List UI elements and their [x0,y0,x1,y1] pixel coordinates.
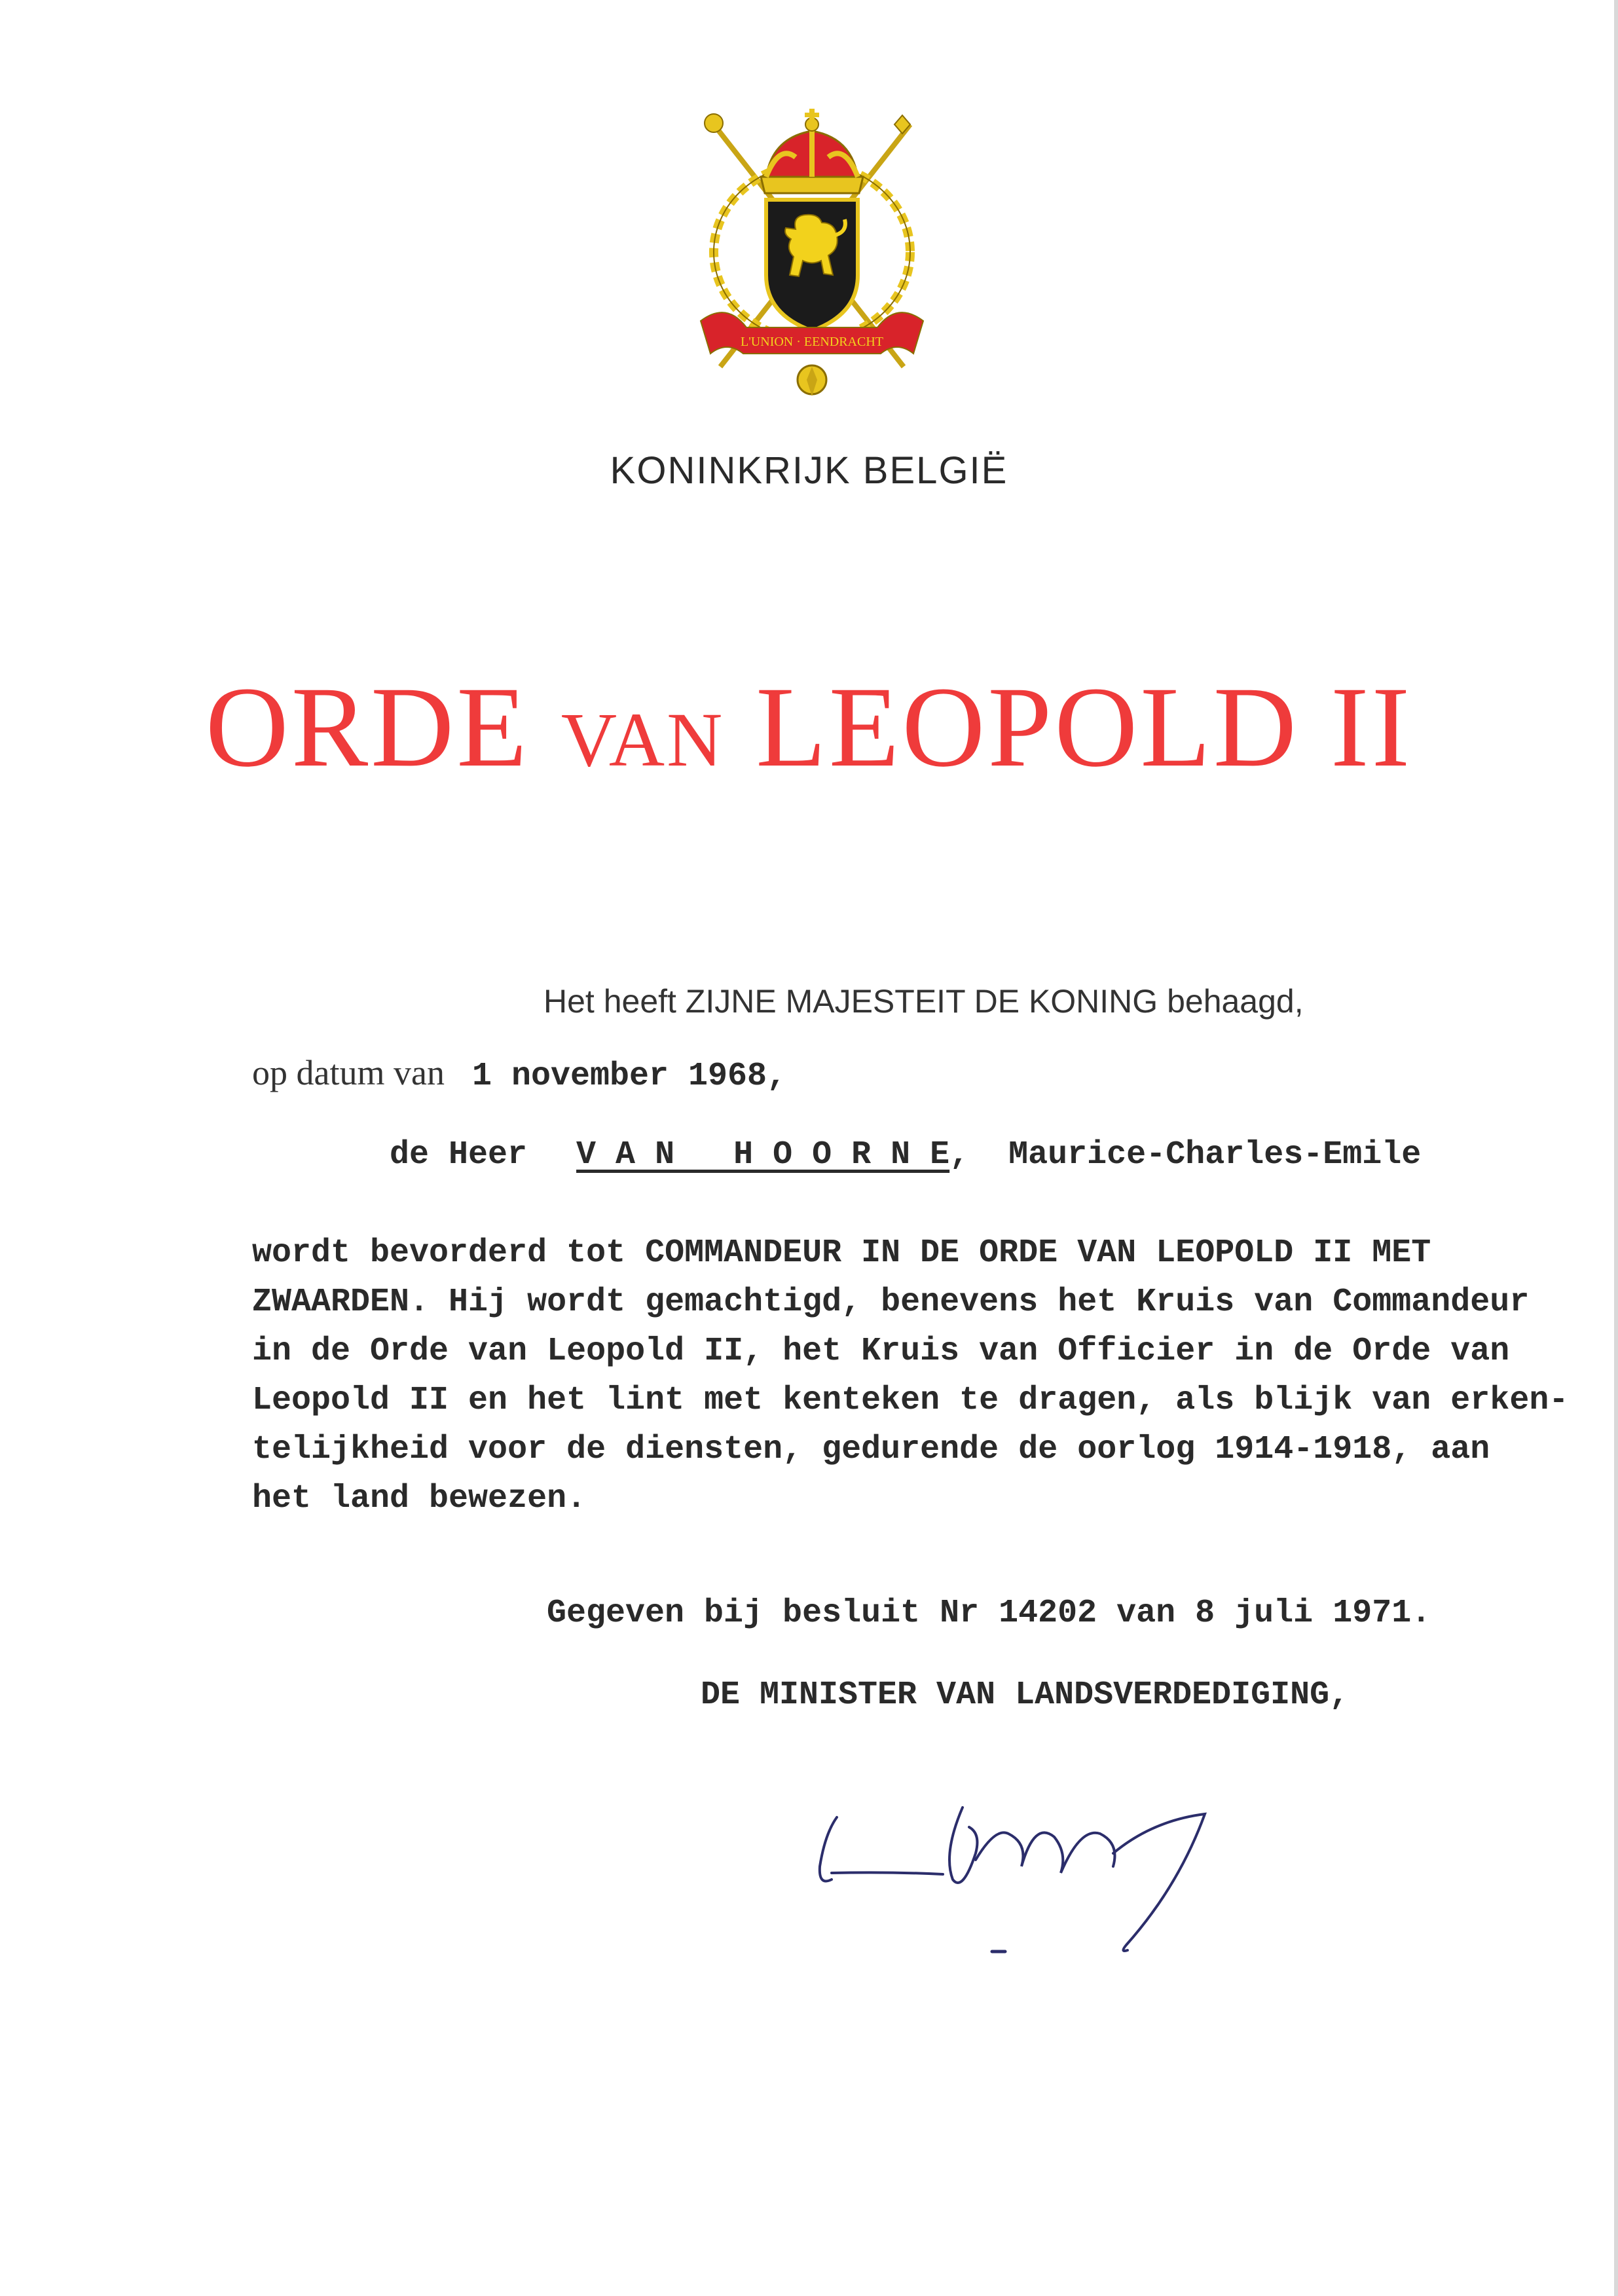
date-value: 1 november 1968, [471,1058,787,1095]
opening-text-b: ZIJNE MAJESTEIT DE KONING [685,983,1158,1020]
decree-line: Gegeven bij besluit Nr 14202 van 8 juli 1971. [547,1595,1431,1632]
page-edge-shadow [1614,0,1618,2296]
recipient-prefix: de Heer [390,1136,528,1174]
recipient-comma: , [949,1136,970,1174]
paragraph-line: wordt bevorderd tot COMMANDEUR IN DE ORDE VAN LEOPOLD II MET [252,1234,1431,1272]
paragraph-line: ZWAARDEN. Hij wordt gemachtigd, benevens het Kruis van Commandeur [252,1284,1530,1321]
country-heading: KONINKRIJK BELGIË [610,449,1008,492]
paragraph-line: het land bewezen. [252,1480,587,1517]
paragraph-line: telijkheid voor de diensten, gedurende de oorlog 1914-1918, aan [252,1431,1490,1468]
minister-signature [812,1781,1231,1971]
recipient-surname: V A N H O O R N E [576,1136,950,1174]
belgian-coat-of-arms [688,105,936,413]
motto-text: L'UNION · EENDRACHT [740,335,884,349]
order-title [0,661,1618,794]
date-label: op datum van [252,1053,445,1092]
paragraph-line: in de Orde van Leopold II, het Kruis van Officier in de Orde van [252,1333,1510,1370]
opening-line [543,982,1304,1020]
title-part-leopold: LEOPOLD II [724,663,1413,791]
date-line [252,1052,786,1095]
opening-text-c: behaagd, [1158,983,1304,1020]
recipient-given-names: Maurice-Charles-Emile [1008,1136,1422,1174]
title-part-orde: ORDE [205,663,561,791]
title-part-van: VAN [561,697,725,783]
recipient-line [390,1136,1421,1174]
paragraph-line: Leopold II en het lint met kenteken te dragen, als blijk van erken- [252,1382,1569,1419]
opening-text-a: Het heeft [543,983,686,1020]
minister-title: DE MINISTER VAN LANDSVERDEDIGING, [701,1676,1350,1714]
